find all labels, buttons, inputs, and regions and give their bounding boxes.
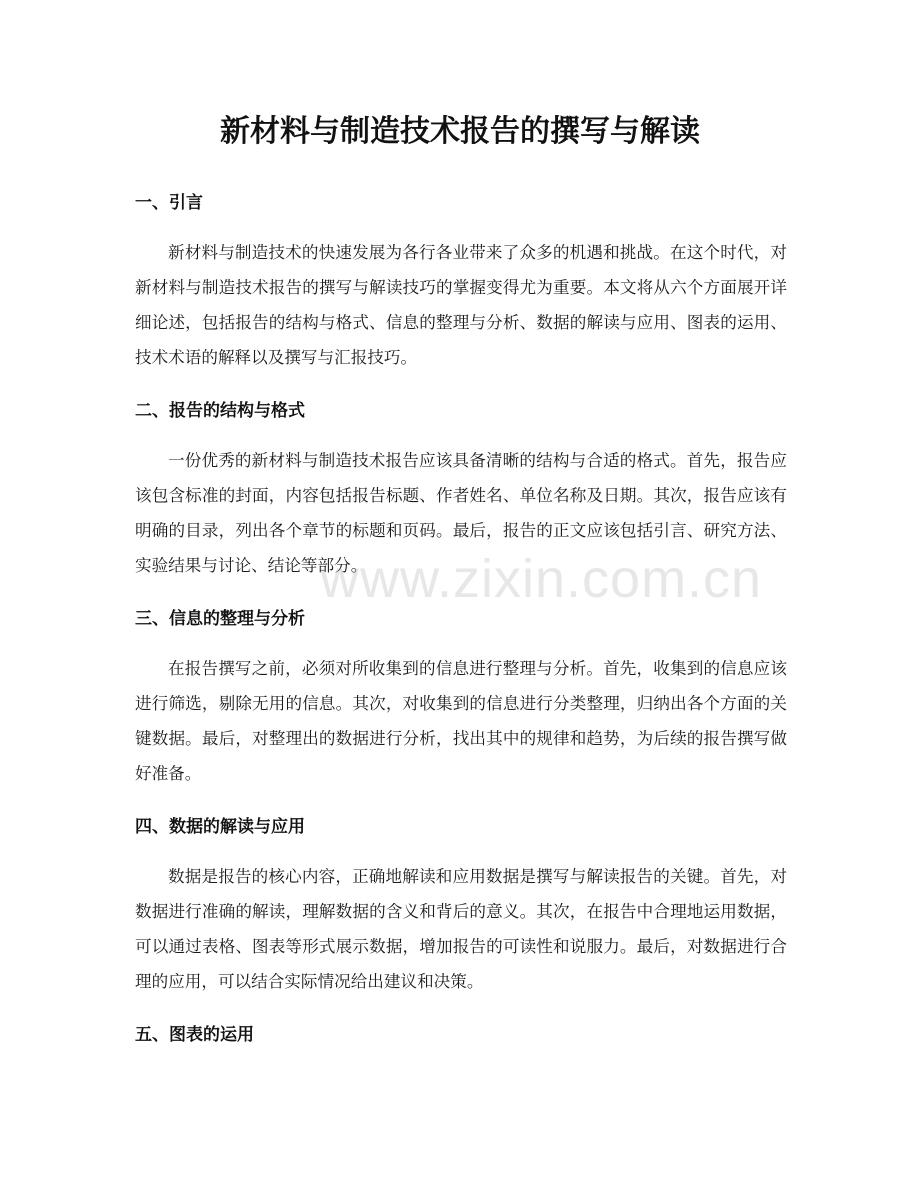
section-heading-information-analysis: 三、信息的整理与分析 — [135, 609, 305, 629]
section-body-introduction: 新材料与制造技术的快速发展为各行各业带来了众多的机遇和挑战。在这个时代，对新材料与制造技术报告的撰写与解读技巧的掌握变得尤为重要。本文将从六个方面展开详细论述，包括报告的结构与格式、信息的整理与分析、数据的解读与应用、图表的运用、技术术语的解释以及撰写与汇报技巧。 — [135, 243, 787, 367]
section-heading-charts: 五、图表的运用 — [135, 1025, 254, 1045]
watermark: www.zixin.com.cn — [320, 549, 763, 609]
section-heading-data-interpretation: 四、数据的解读与应用 — [135, 817, 305, 837]
section-heading-structure-format: 二、报告的结构与格式 — [135, 401, 305, 421]
section-body-data-interpretation: 数据是报告的核心内容，正确地解读和应用数据是撰写与解读报告的关键。首先，对数据进行准确的解读，理解数据的含义和背后的意义。其次，在报告中合理地运用数据，可以通过表格、图表等形式展示数据，增加报告的可读性和说服力。最后，对数据进行合理的应用，可以结合实际情况给出建议和决策。 — [135, 867, 787, 991]
section-body-structure-format: 一份优秀的新材料与制造技术报告应该具备清晰的结构与合适的格式。首先，报告应该包含标准的封面，内容包括报告标题、作者姓名、单位名称及日期。其次，报告应该有明确的目录，列出各个章节的标题和页码。最后，报告的正文应该包括引言、研究方法、实验结果与讨论、结论等部分。 — [135, 451, 787, 575]
section-body-information-analysis: 在报告撰写之前，必须对所收集到的信息进行整理与分析。首先，收集到的信息应该进行筛选，剔除无用的信息。其次，对收集到的信息进行分类整理，归纳出各个方面的关键数据。最后，对整理出的数据进行分析，找出其中的规律和趋势，为后续的报告撰写做好准备。 — [135, 659, 787, 783]
document-title: 新材料与制造技术报告的撰写与解读 — [220, 114, 700, 149]
section-heading-introduction: 一、引言 — [135, 193, 203, 213]
